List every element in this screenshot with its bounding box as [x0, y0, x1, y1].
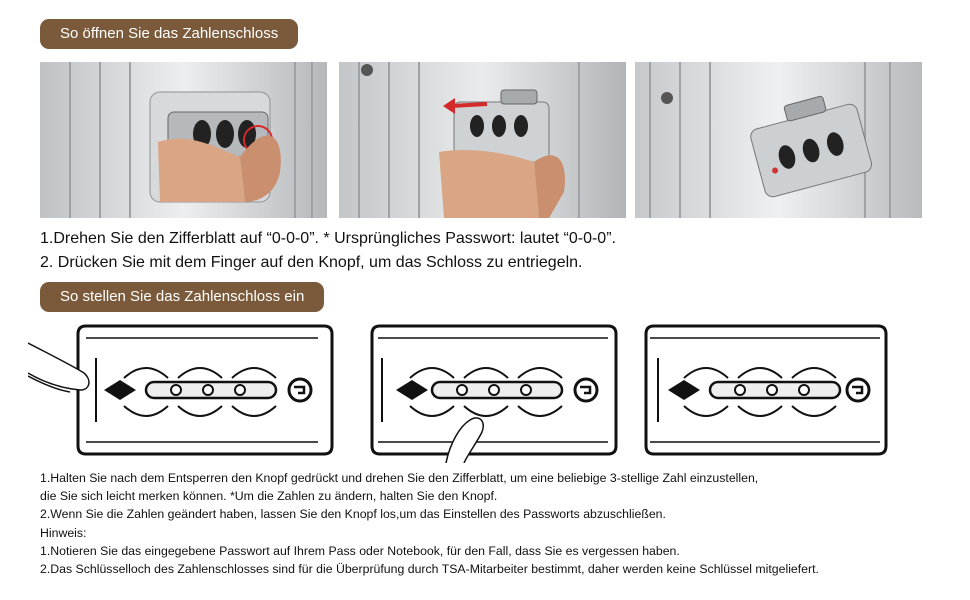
photo-press-button [40, 62, 327, 218]
step-press-button: 2. Drücken Sie mit dem Finger auf den Knopf, um das Schloss zu entriegeln. [40, 254, 583, 271]
section-title-open: So öffnen Sie das Zahlenschloss [40, 19, 298, 49]
note-line: 2.Das Schlüsselloch des Zahlenschlosses sind für die Überprüfung durch TSA-Mitarbeiter bestimmt, daher werden keine Schlüssel mitgeliefert. [40, 562, 819, 576]
diagram-hold-button [28, 318, 343, 468]
note-line: 1.Notieren Sie das eingegebene Passwort auf Ihrem Pass oder Notebook, für den Fall, dass Sie es vergessen haben. [40, 544, 680, 558]
tsa-keyhole-icon [575, 379, 597, 401]
instruction-line: die Sie sich leicht merken können. *Um die Zahlen zu ändern, halten Sie den Knopf. [40, 489, 498, 503]
section-title-set: So stellen Sie das Zahlenschloss ein [40, 282, 324, 312]
photo-open-latch [339, 62, 626, 218]
diagram-release-button [640, 318, 892, 468]
tsa-keyhole-icon [289, 379, 311, 401]
diagram-turn-dial [368, 318, 623, 468]
tsa-keyhole-icon [847, 379, 869, 401]
instruction-line: 1.Halten Sie nach dem Entsperren den Knopf gedrückt und drehen Sie den Zifferblatt, um eine beliebige 3-stellige Zahl einzustellen, [40, 471, 759, 485]
instruction-line: 2.Wenn Sie die Zahlen geändert haben, lassen Sie den Knopf los,um das Einstellen des Passworts abzuschließen. [40, 507, 666, 521]
note-heading: Hinweis: [40, 526, 87, 540]
step-dial-to-zero: 1.Drehen Sie den Zifferblatt auf “0-0-0”. * Ursprüngliches Passwort: lautet “0-0-0”. [40, 230, 616, 247]
photo-latch-released [635, 62, 922, 218]
